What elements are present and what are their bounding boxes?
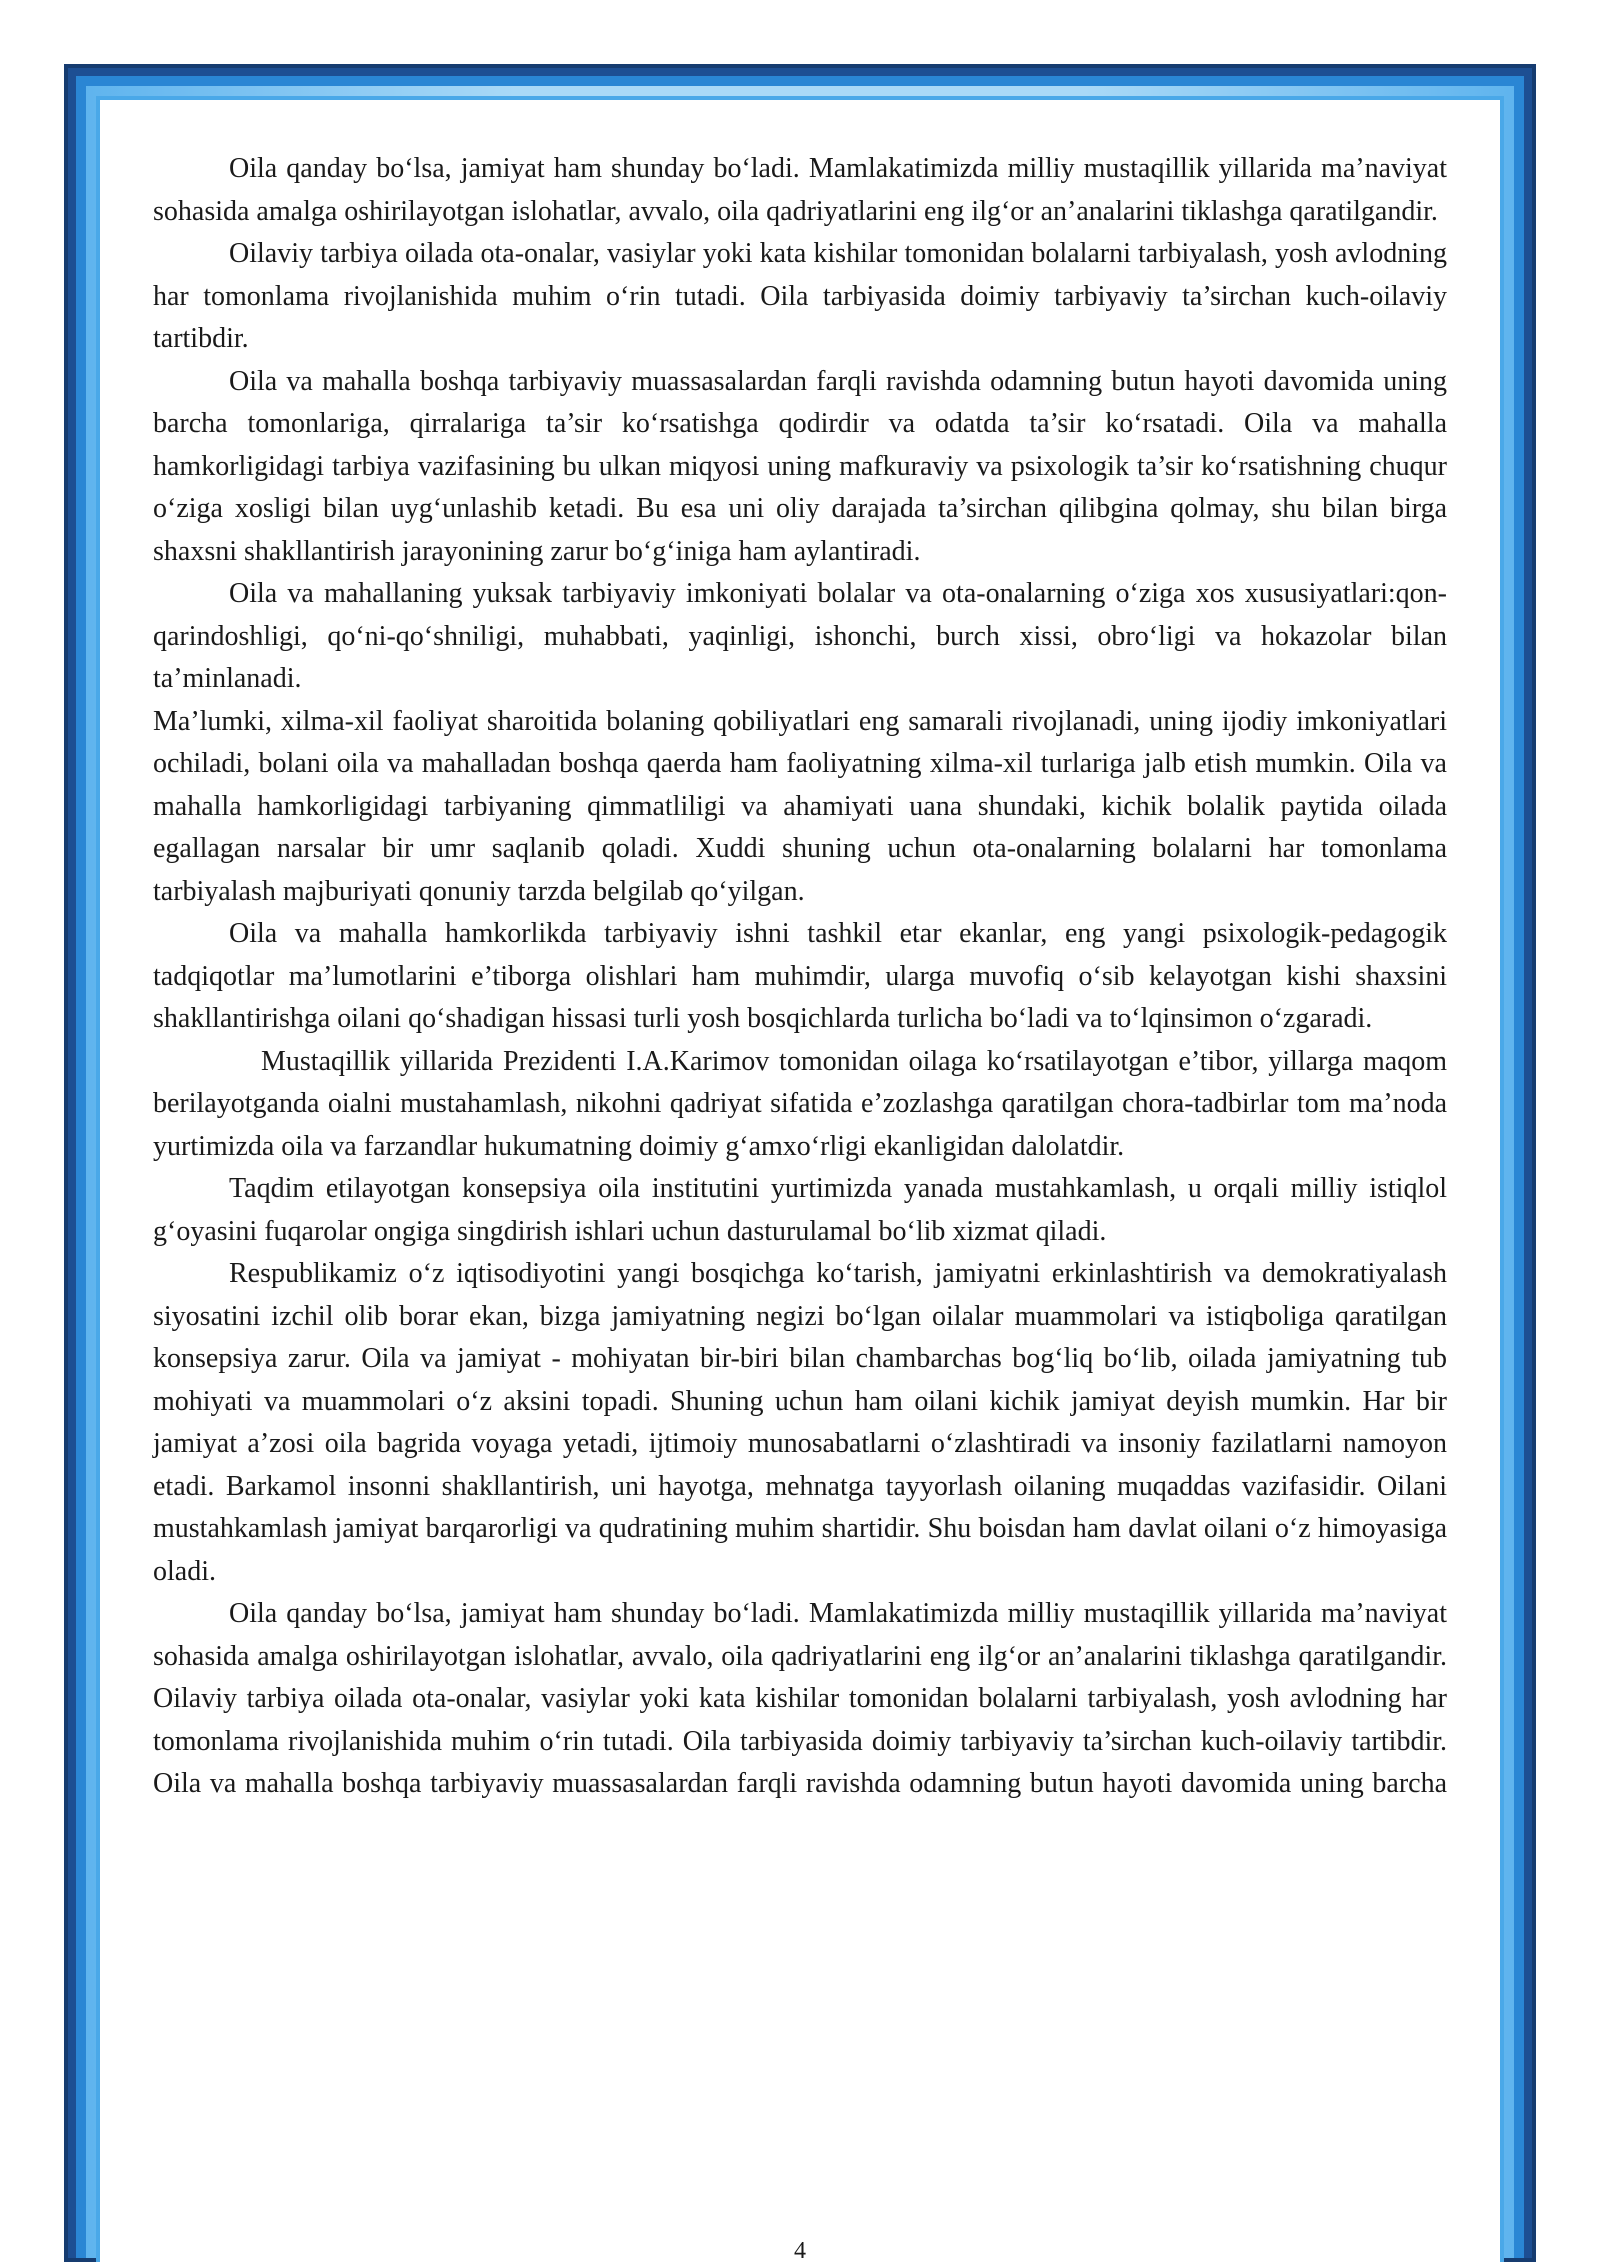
paragraph-5: Ma’lumki, xilma-xil faoliyat sharoitida bolaning qobiliyatlari eng samarali rivojlanadi, uning ijodiy imkoniyatlari ochiladi, bolani oila va mahalladan boshqa qaerda ham faoliyatning xilma-xil turlariga jalb etish mumkin. Oila va mahalla hamkorligidagi tarbiyaning qimmatliligi va ahamiyati uana shundaki, kichik bolalik paytida oilada egallagan narsalar bir umr saqlanib qoladi. Xuddi shuning uchun ota-onalarning bolalarni har tomonlama tarbiyalash majburiyati qonuniy tarzda belgilab qo‘yilgan. [153,705,1447,907]
page-number: 4 [794,2238,806,2264]
paragraph-2: Oilaviy tarbiya oilada ota-onalar, vasiylar yoki kata kishilar tomonidan bolalarni tarbiyalash, yosh avlodning har tomonlama rivojlanishida muhim o‘rin tutadi. Oila tarbiyasida doimiy tarbiyaviy ta’sirchan kuch-oilaviy tartibdir. [153,238,1447,354]
paragraph-9: Respublikamiz o‘z iqtisodiyotini yangi bosqichga ko‘tarish, jamiyatni erkinlashtirish va demokratiyalash siyosatini izchil olib borar ekan, bizga jamiyatning negizi bo‘lgan oilalar muammolari va istiqboliga qaratilgan konsepsiya zarur. Oila va jamiyat - mohiyatan bir-biri bilan chambarchas bog‘liq bo‘lib, oilada jamiyatning tub mohiyati va muammolari o‘z aksini topadi. Shuning uchun ham oilani kichik jamiyat deyish mumkin. Har bir jamiyat a’zosi oila bagrida voyaga yetadi, ijtimoiy munosabatlarni o‘zlashtiradi va insoniy fazilatlarni namoyon etadi. Barkamol insonni shakllantirish, uni hayotga, mehnatga tayyorlash oilaning muqaddas vazifasidir. Oilani mustahkamlash jamiyat barqarorligi va qudratining muhim shartidir. Shu boisdan ham davlat oilani o‘z himoyasiga oladi. [153,1258,1447,1587]
paragraph-6: Oila va mahalla hamkorlikda tarbiyaviy ishni tashkil etar ekanlar, eng yangi psixologik-pedagogik tadqiqotlar ma’lumotlarini e’tiborga olishlari ham muhimdir, ularga muvofiq o‘sib kelayotgan kishi shaxsini shakllantirishga oilani qo‘shadigan hissasi turli yosh bosqichlarda turlicha bo‘ladi va to‘lqinsimon o‘zgaradi. [153,918,1447,1034]
paragraph-8: Taqdim etilayotgan konsepsiya oila institutini yurtimizda yanada mustahkamlash, u orqali milliy istiqlol g‘oyasini fuqarolar ongiga singdirish ishlari uchun dasturulamal bo‘lib xizmat qiladi. [153,1173,1447,1247]
paragraph-4: Oila va mahallaning yuksak tarbiyaviy imkoniyati bolalar va ota-onalarning o‘ziga xos xususiyatlari:qon-qarindoshligi, qo‘ni-qo‘shniligi, muhabbati, yaqinligi, ishonchi, burch xissi, obro‘ligi va hokazolar bilan ta’minlanadi. [153,578,1447,694]
paragraph-3: Oila va mahalla boshqa tarbiyaviy muassasalardan farqli ravishda odamning butun hayoti davomida uning barcha tomonlariga, qirralariga ta’sir ko‘rsatishga qodirdir va odatda ta’sir ko‘rsatadi. Oila va mahalla hamkorligidagi tarbiya vazifasining bu ulkan miqyosi uning mafkuraviy va psixologik ta’sir ko‘rsatishning chuqur o‘ziga xosligi bilan uyg‘unlashib ketadi. Bu esa uni oliy darajada ta’sirchan qilibgina qolmay, shu bilan birga shaxsni shakllantirish jarayonining zarur bo‘g‘iniga ham aylantiradi. [153,365,1447,567]
document-body [153,148,1447,1806]
paragraph-7: Mustaqillik yillarida Prezidenti I.A.Karimov tomonidan oilaga ko‘rsatilayotgan e’tibor, yillarga maqom berilayotganda oialni mustahamlash, nikohni qadriyat sifatida e’zozlashga qaratilgan chora-tadbirlar tom ma’noda yurtimizda oila va farzandlar hukumatning doimiy g‘amxo‘rligi ekanligidan dalolatdir. [153,1045,1447,1162]
paragraph-10: Oila qanday bo‘lsa, jamiyat ham shunday bo‘ladi. Mamlakatimizda milliy mustaqillik yillarida ma’naviyat sohasida amalga oshirilayotgan islohatlar, avvalo, oila qadriyatlarini eng ilg‘or an’analarini tiklashga qaratilgandir. Oilaviy tarbiya oilada ota-onalar, vasiylar yoki kata kishilar tomonidan bolalarni tarbiyalash, yosh avlodning har tomonlama rivojlanishida muhim o‘rin tutadi. Oila tarbiyasida doimiy tarbiyaviy ta’sirchan kuch-oilaviy tartibdir. Oila va mahalla boshqa tarbiyaviy muassasalardan farqli ravishda odamning butun hayoti davomida uning barcha [153,1598,1447,1799]
paragraph-1: Oila qanday bo‘lsa, jamiyat ham shunday bo‘ladi. Mamlakatimizda milliy mustaqillik yillarida ma’naviyat sohasida amalga oshirilayotgan islohatlar, avvalo, oila qadriyatlarini eng ilg‘or an’analarini tiklashga qaratilgandir. [153,153,1447,227]
